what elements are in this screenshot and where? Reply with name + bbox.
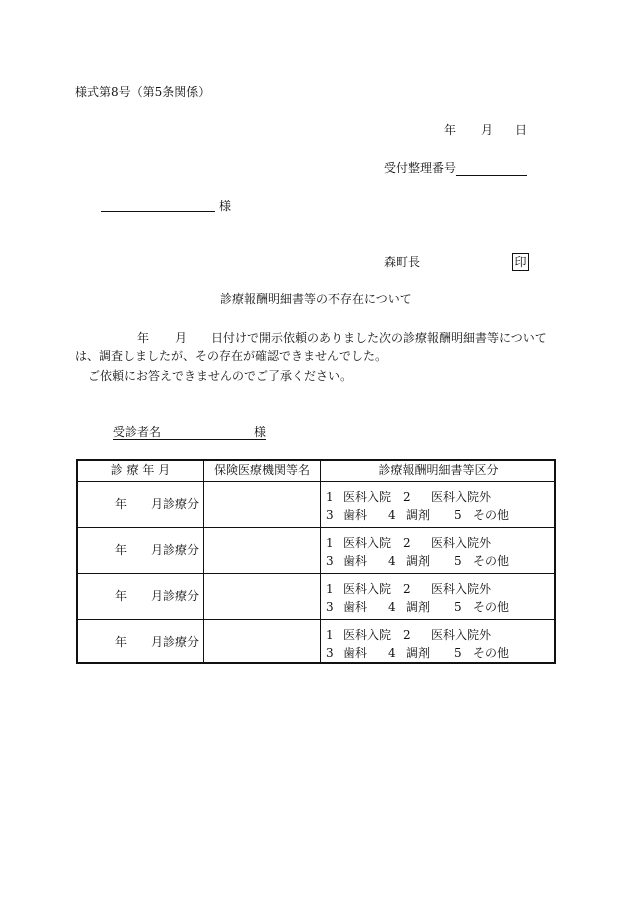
category-number: 5 bbox=[454, 554, 462, 568]
category-number: 5 bbox=[454, 600, 462, 614]
category-number: 2 bbox=[403, 536, 411, 550]
receipt-number-blank-line bbox=[456, 175, 527, 176]
addressee-blank-line bbox=[101, 211, 215, 212]
category-label: 医科入院外 bbox=[431, 582, 492, 596]
category-label: 医科入院外 bbox=[431, 628, 492, 642]
row-year-label: 年 bbox=[115, 497, 128, 511]
header-medical-institution: 保険医療機関等名 bbox=[213, 463, 310, 477]
row-year-label: 年 bbox=[115, 543, 128, 557]
document-title: 診療報酬明細書等の不存在について bbox=[220, 292, 412, 306]
category-label: 歯科 bbox=[343, 554, 368, 568]
category-number: 3 bbox=[326, 646, 334, 660]
row-month-consultation-label: 月診療分 bbox=[151, 589, 200, 603]
category-label: その他 bbox=[473, 600, 510, 614]
category-label: 調剤 bbox=[406, 508, 431, 522]
category-label: 医科入院 bbox=[343, 490, 392, 504]
category-number: 3 bbox=[326, 508, 334, 522]
category-number: 1 bbox=[326, 628, 334, 642]
category-label: その他 bbox=[473, 508, 510, 522]
patient-name-label: 受診者名 bbox=[113, 425, 162, 439]
category-number: 2 bbox=[403, 582, 411, 596]
row-month-consultation-label: 月診療分 bbox=[151, 543, 200, 557]
body-year-label: 年 bbox=[137, 331, 150, 345]
category-number: 4 bbox=[388, 508, 396, 522]
date-year-label: 年 bbox=[444, 123, 457, 137]
seal-stamp-box: 印 bbox=[512, 253, 529, 271]
category-number: 4 bbox=[388, 600, 396, 614]
patient-name-blank-line bbox=[113, 439, 266, 440]
category-label: その他 bbox=[473, 646, 510, 660]
category-label: 歯科 bbox=[343, 600, 368, 614]
body-line-3: ご依頼にお答えできませんのでご了承ください。 bbox=[88, 369, 353, 383]
row-month-consultation-label: 月診療分 bbox=[151, 635, 200, 649]
row-year-label: 年 bbox=[115, 589, 128, 603]
category-label: 調剤 bbox=[406, 646, 431, 660]
category-label: 歯科 bbox=[343, 508, 368, 522]
header-consultation-month: 診 療 年 月 bbox=[110, 463, 171, 477]
table-row bbox=[78, 482, 554, 527]
category-label: 歯科 bbox=[343, 646, 368, 660]
row-month-consultation-label: 月診療分 bbox=[151, 497, 200, 511]
category-number: 5 bbox=[454, 646, 462, 660]
category-number: 5 bbox=[454, 508, 462, 522]
records-table bbox=[76, 459, 556, 664]
header-statement-category: 診療報酬明細書等区分 bbox=[378, 463, 499, 477]
category-label: その他 bbox=[473, 554, 510, 568]
patient-honorific: 様 bbox=[254, 425, 267, 439]
category-label: 医科入院外 bbox=[431, 536, 492, 550]
row-year-label: 年 bbox=[115, 635, 128, 649]
date-month-label: 月 bbox=[481, 123, 494, 137]
category-label: 調剤 bbox=[406, 600, 431, 614]
category-label: 医科入院 bbox=[343, 582, 392, 596]
form-number: 様式第8号（第5条関係） bbox=[75, 85, 211, 99]
category-number: 3 bbox=[326, 554, 334, 568]
category-label: 医科入院外 bbox=[431, 490, 492, 504]
category-number: 4 bbox=[388, 646, 396, 660]
category-number: 1 bbox=[326, 490, 334, 504]
category-number: 1 bbox=[326, 536, 334, 550]
category-label: 調剤 bbox=[406, 554, 431, 568]
table-row bbox=[78, 620, 554, 665]
category-number: 3 bbox=[326, 600, 334, 614]
body-line-2: は、調査しましたが、その存在が確認できませんでした。 bbox=[75, 349, 388, 363]
addressee-honorific: 様 bbox=[219, 199, 232, 213]
table-row bbox=[78, 528, 554, 573]
category-number: 4 bbox=[388, 554, 396, 568]
receipt-number-label: 受付整理番号 bbox=[384, 161, 457, 175]
issuer-name: 森町長 bbox=[384, 255, 421, 269]
table-row bbox=[78, 574, 554, 619]
date-day-label: 日 bbox=[515, 123, 528, 137]
category-label: 医科入院 bbox=[343, 536, 392, 550]
category-label: 医科入院 bbox=[343, 628, 392, 642]
category-number: 2 bbox=[403, 490, 411, 504]
category-number: 2 bbox=[403, 628, 411, 642]
body-line-1: 日付けで開示依頼のありました次の診療報酬明細書等について bbox=[211, 331, 547, 345]
category-number: 1 bbox=[326, 582, 334, 596]
body-month-label: 月 bbox=[175, 331, 188, 345]
